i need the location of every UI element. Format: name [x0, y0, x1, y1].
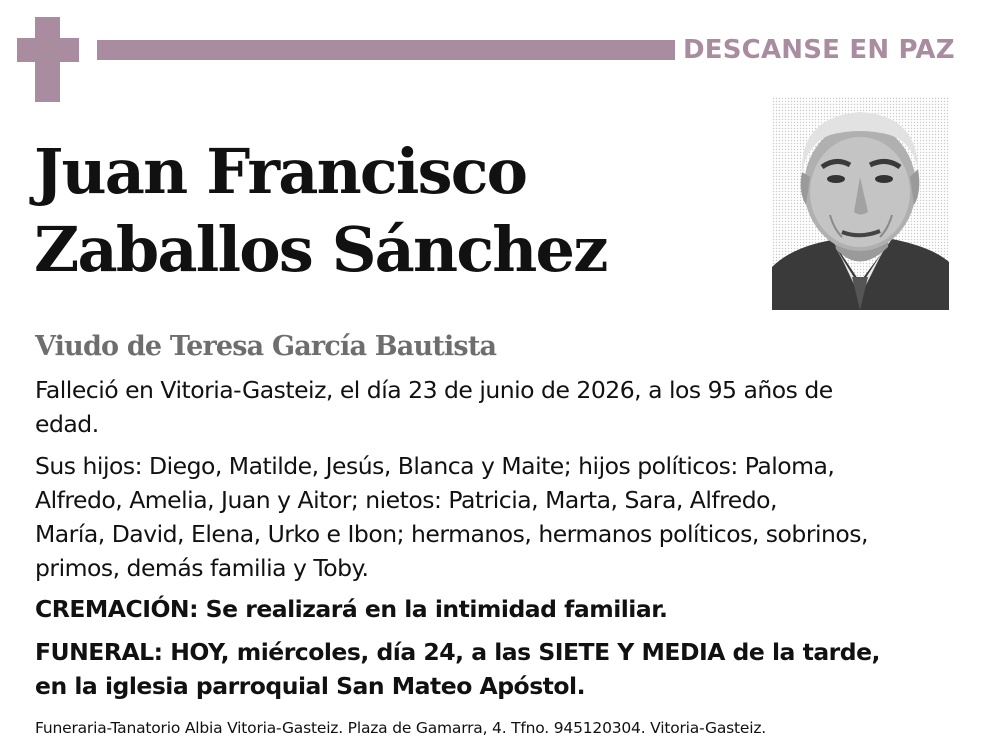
funeral-home-footer: Funeraria-Tanatorio Albia Vitoria-Gasteiz. Plaza de Gamarra, 4. Tfno. 945120304. Vitoria-Gasteiz.: [35, 719, 767, 737]
header-title: DESCANSE EN PAZ: [683, 35, 955, 65]
funeral-line-1: FUNERAL: HOY, miércoles, día 24, a las SIETE Y MEDIA de la tarde,: [35, 638, 880, 666]
name-line-1: Juan Francisco: [34, 135, 527, 208]
funeral-line-2: en la iglesia parroquial San Mateo Apóstol.: [35, 672, 586, 700]
family-line-3: María, David, Elena, Urko e Ibon; hermanos, hermanos políticos, sobrinos,: [35, 520, 868, 548]
deceased-name: [34, 133, 607, 289]
cremation-line-1: CREMACIÓN: Se realizará en la intimidad familiar.: [35, 595, 668, 623]
portrait-photo: [772, 97, 949, 310]
header-rule: [97, 40, 675, 60]
funeral-notice: [35, 635, 880, 703]
death-notice-line-2: edad.: [35, 410, 99, 438]
death-notice: [35, 373, 833, 441]
widower-subtitle: Viudo de Teresa García Bautista: [35, 331, 497, 362]
family-line-2: Alfredo, Amelia, Juan y Aitor; nietos: Patricia, Marta, Sara, Alfredo,: [35, 486, 778, 514]
cross-horizontal-bar: [17, 38, 79, 62]
family-line-4: primos, demás familia y Toby.: [35, 554, 369, 582]
family-list: [35, 449, 868, 585]
name-line-2: Zaballos Sánchez: [34, 213, 607, 286]
family-line-1: Sus hijos: Diego, Matilde, Jesús, Blanca y Maite; hijos políticos: Paloma,: [35, 452, 835, 480]
death-notice-line-1: Falleció en Vitoria-Gasteiz, el día 23 de junio de 2026, a los 95 años de: [35, 376, 833, 404]
cremation-notice: [35, 592, 667, 626]
